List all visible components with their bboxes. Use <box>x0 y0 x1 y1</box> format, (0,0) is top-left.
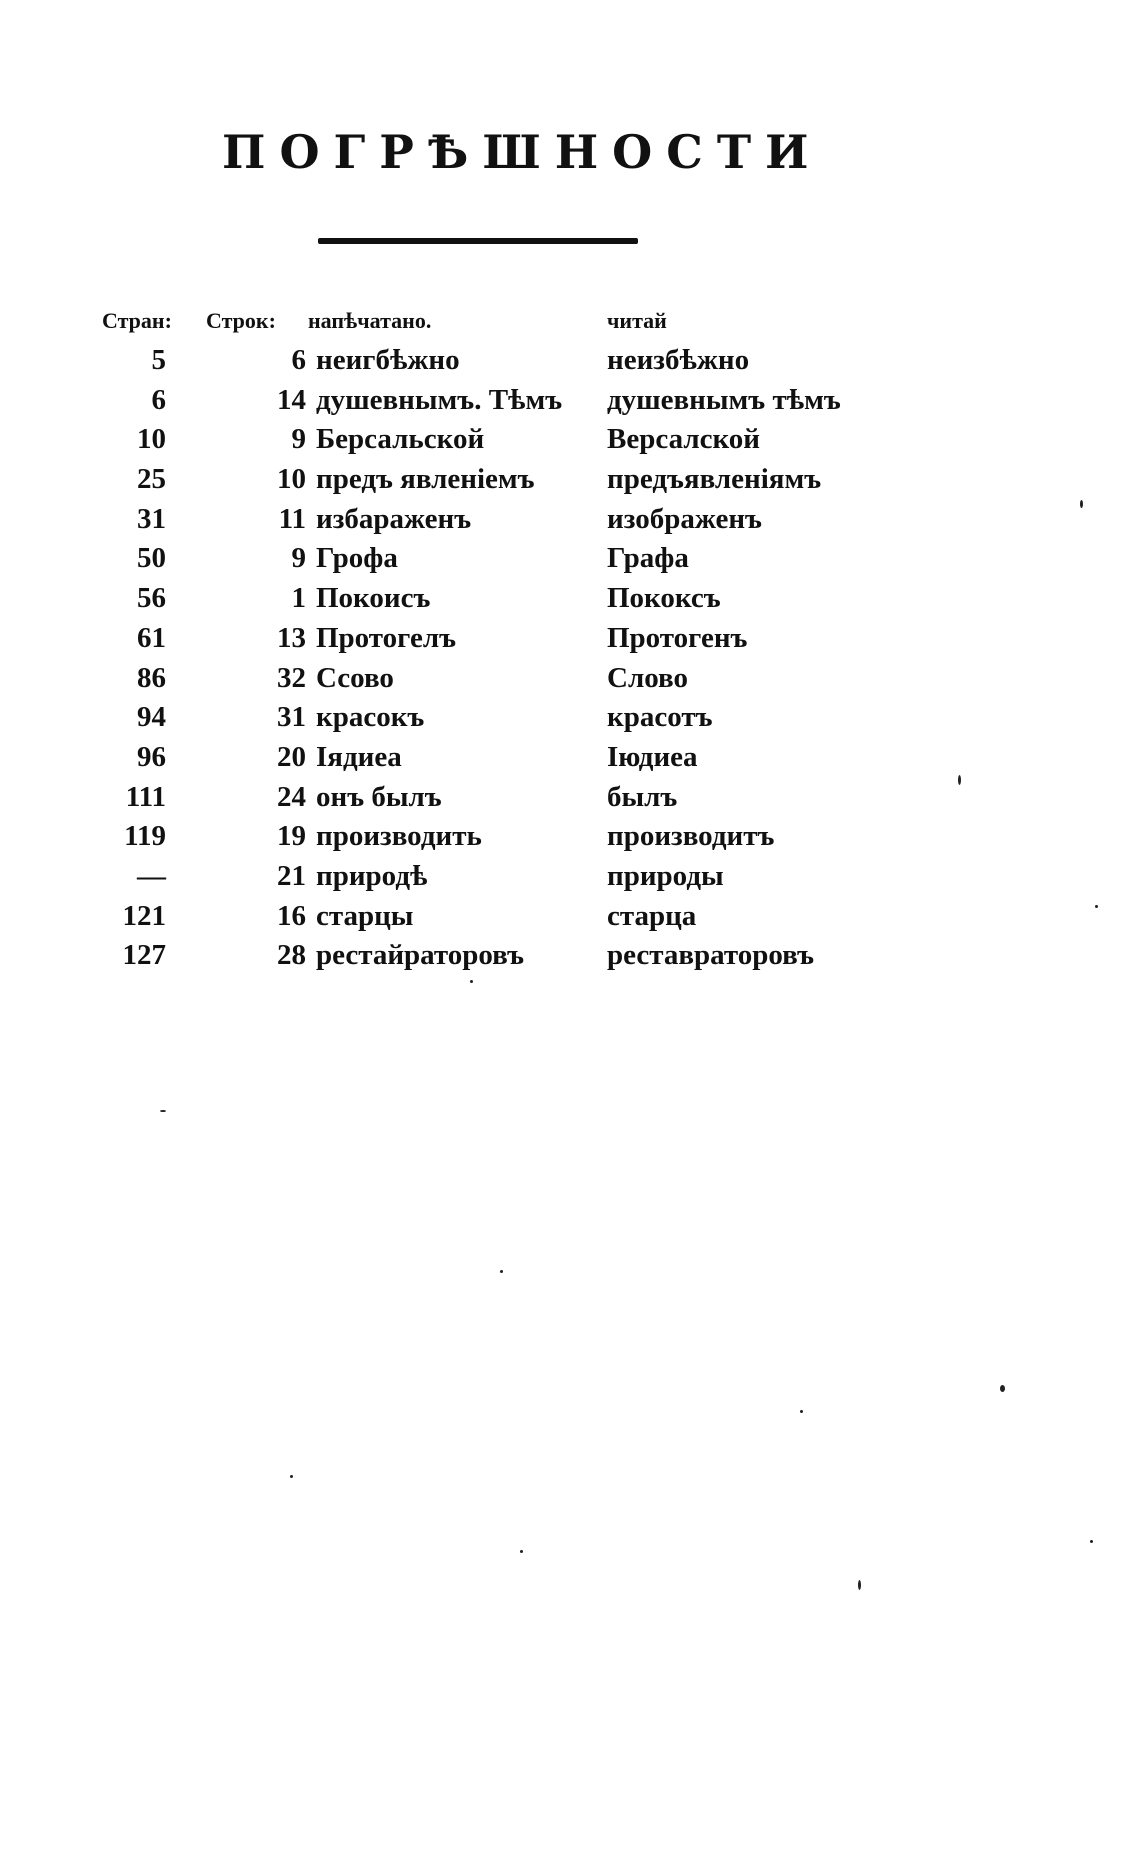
cell-read: Графа <box>607 542 689 575</box>
table-header <box>100 300 1000 340</box>
cell-page: 86 <box>137 661 166 694</box>
cell-read: Слово <box>607 661 688 694</box>
table-row <box>100 737 1000 777</box>
speck <box>1080 500 1083 508</box>
cell-printed: онъ былъ <box>316 780 442 813</box>
table-row <box>100 935 1000 975</box>
cell-printed: неигбѣжно <box>316 344 460 376</box>
cell-line: 28 <box>277 939 306 972</box>
header-read: читай <box>607 308 667 333</box>
cell-read: реставраторовъ <box>607 939 814 972</box>
table-row <box>100 658 1000 698</box>
cell-line: 9 <box>291 423 306 456</box>
cell-line: 14 <box>277 383 306 416</box>
table-row <box>100 697 1000 737</box>
table-row <box>100 499 1000 539</box>
speck <box>1000 1385 1005 1392</box>
cell-read: природы <box>607 859 724 892</box>
cell-read: Протогенъ <box>607 621 748 654</box>
header-page: Стран: <box>102 308 172 333</box>
table-row <box>100 618 1000 658</box>
table-row <box>100 816 1000 856</box>
speck <box>958 775 961 785</box>
cell-page: 6 <box>151 383 166 416</box>
cell-line: 16 <box>277 899 306 932</box>
cell-page: 111 <box>125 780 166 813</box>
cell-page: 119 <box>124 820 166 853</box>
cell-read: производитъ <box>607 820 775 853</box>
cell-page: 94 <box>137 701 166 734</box>
cell-printed: Грофа <box>316 542 398 575</box>
cell-page: 25 <box>137 463 166 496</box>
cell-line: 19 <box>277 820 306 853</box>
cell-printed: предъ явленіемъ <box>316 463 535 496</box>
speck <box>160 1110 166 1112</box>
cell-page: 96 <box>137 740 166 773</box>
speck <box>290 1475 293 1478</box>
cell-line: 32 <box>277 661 306 694</box>
cell-printed: Покоисъ <box>316 582 431 615</box>
table-row <box>100 419 1000 459</box>
cell-page: 10 <box>137 423 166 456</box>
cell-line: 20 <box>277 740 306 773</box>
cell-printed: Ссово <box>316 661 394 694</box>
table-row <box>100 340 1000 380</box>
cell-page: — <box>137 859 166 892</box>
cell-page: 31 <box>137 502 166 535</box>
cell-line: 21 <box>277 859 306 892</box>
cell-page: 121 <box>122 899 166 932</box>
cell-page: 5 <box>151 344 166 376</box>
cell-printed: Протогелъ <box>316 621 457 654</box>
cell-read: предъявленіямъ <box>607 463 822 496</box>
header-printed: напѣчатано. <box>308 308 432 333</box>
cell-read: Версалской <box>607 423 761 456</box>
speck <box>800 1410 803 1413</box>
cell-line: 6 <box>291 344 306 376</box>
cell-read: душевнымъ тѣмъ <box>607 383 841 416</box>
cell-read: старца <box>607 899 697 932</box>
cell-printed: избараженъ <box>316 502 472 535</box>
speck <box>520 1550 523 1553</box>
cell-page: 50 <box>137 542 166 575</box>
cell-read: красотъ <box>607 701 713 734</box>
table-row <box>100 896 1000 936</box>
cell-page: 61 <box>137 621 166 654</box>
cell-printed: красокъ <box>316 701 425 734</box>
errata-table <box>100 300 1000 975</box>
cell-read: неизбѣжно <box>607 344 750 376</box>
speck <box>500 1270 503 1273</box>
speck <box>858 1580 861 1590</box>
cell-line: 9 <box>291 542 306 575</box>
cell-line: 10 <box>277 463 306 496</box>
cell-line: 11 <box>278 502 306 535</box>
cell-read: изображенъ <box>607 502 762 535</box>
table-row <box>100 856 1000 896</box>
table-row <box>100 380 1000 420</box>
cell-printed: Берсальской <box>316 423 485 456</box>
header-line: Строк: <box>206 308 276 333</box>
cell-line: 24 <box>277 780 306 813</box>
cell-read: былъ <box>607 780 678 813</box>
table-row <box>100 459 1000 499</box>
cell-page: 56 <box>137 582 166 615</box>
cell-printed: природѣ <box>316 859 428 892</box>
speck <box>470 980 473 983</box>
page-title: ПОГРѢШНОСТИ <box>222 125 823 179</box>
cell-read: Пококсъ <box>607 582 721 615</box>
speck <box>1090 1540 1093 1543</box>
cell-page: 127 <box>122 939 166 972</box>
cell-line: 31 <box>277 701 306 734</box>
cell-printed: производить <box>316 820 482 853</box>
cell-printed: старцы <box>316 899 414 932</box>
table-row <box>100 578 1000 618</box>
cell-read: Іюдиеа <box>607 740 698 773</box>
table-row <box>100 777 1000 817</box>
cell-line: 13 <box>277 621 306 654</box>
speck <box>1095 905 1098 908</box>
title-rule <box>318 238 638 244</box>
cell-printed: душевнымъ. Тѣмъ <box>316 383 563 416</box>
cell-printed: Іядиеа <box>316 740 402 773</box>
cell-line: 1 <box>291 582 306 615</box>
cell-printed: рестайраторовъ <box>316 939 525 972</box>
table-row <box>100 538 1000 578</box>
